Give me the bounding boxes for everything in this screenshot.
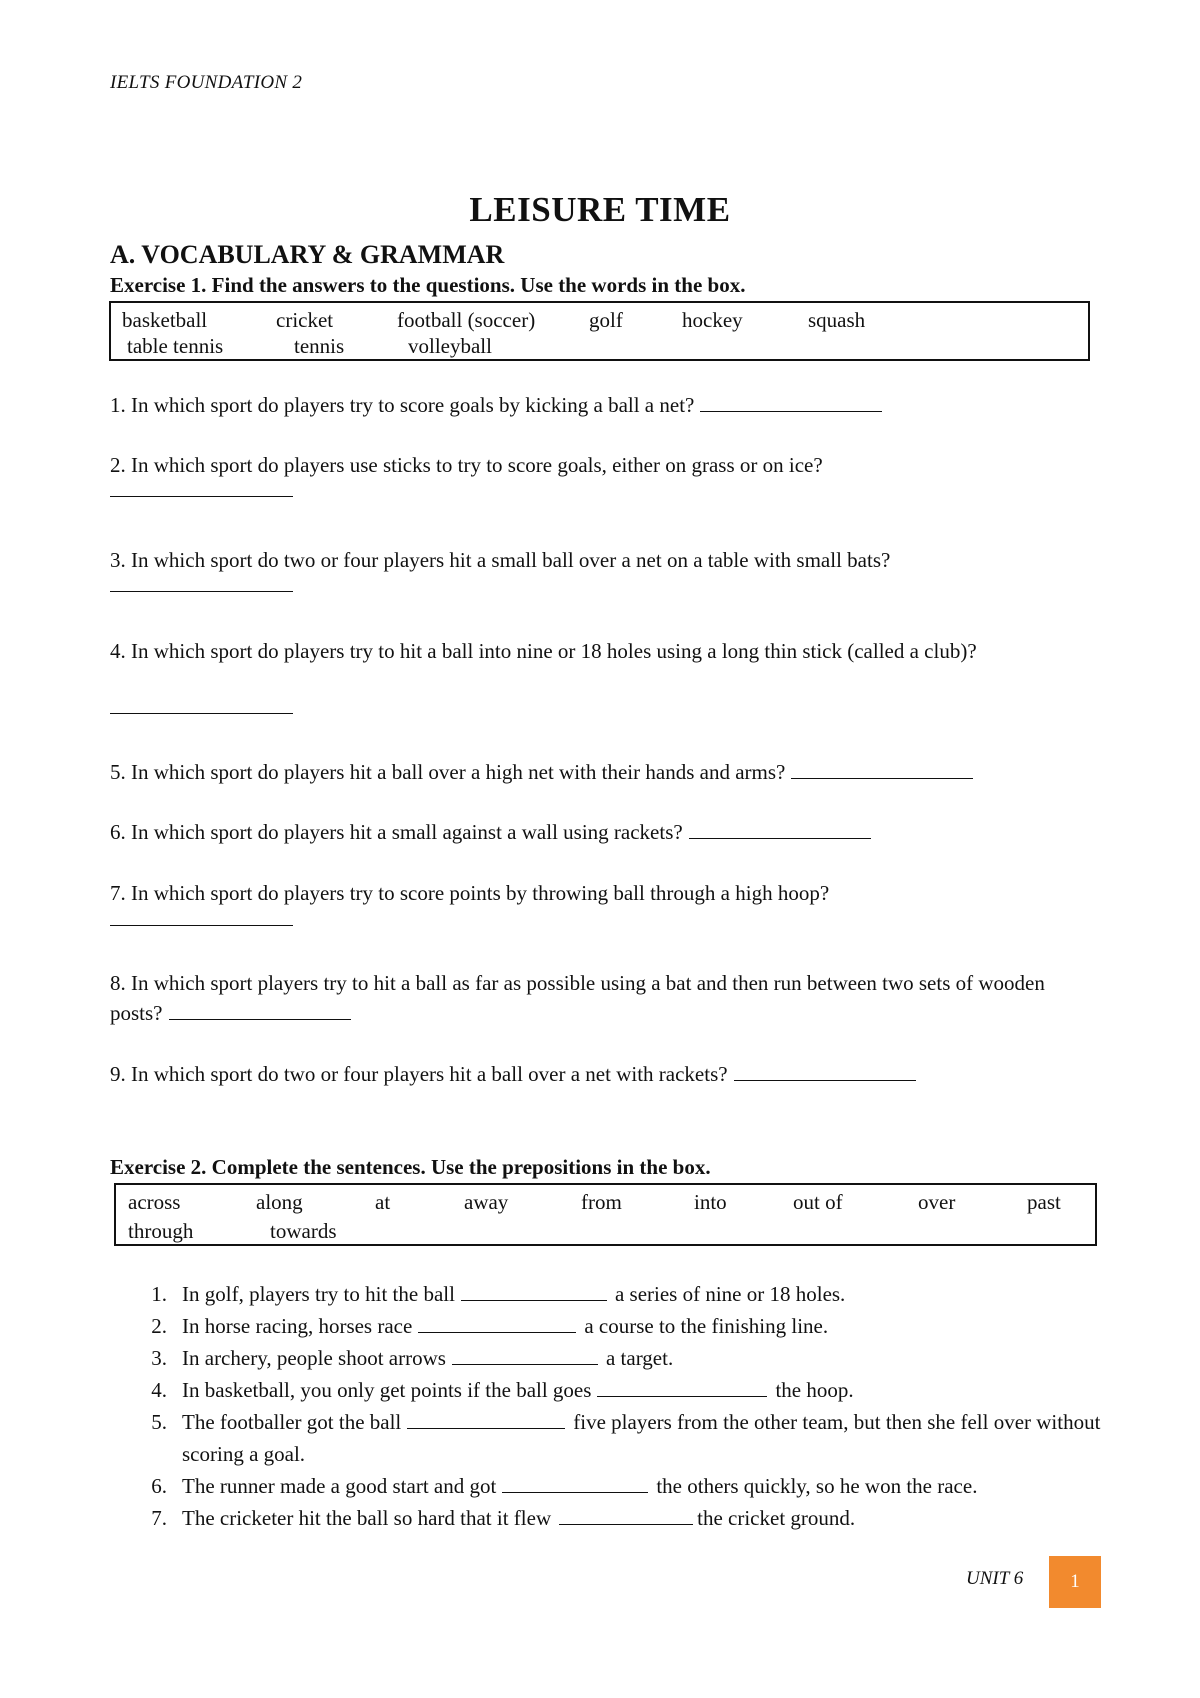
word-along: along (256, 1190, 303, 1214)
word-golf: golf (589, 308, 623, 332)
answer-blank[interactable] (597, 1378, 767, 1397)
exercise1-heading: Exercise 1. Find the answers to the questions. Use the words in the box. (110, 273, 746, 297)
question-9: 9. In which sport do two or four players hit a ball over a net with rackets? (110, 1059, 1100, 1089)
word-cricket: cricket (276, 308, 334, 332)
word-table-tennis: table tennis (127, 334, 224, 358)
word-into: into (694, 1190, 727, 1214)
word-hockey: hockey (682, 308, 743, 332)
word-squash: squash (808, 308, 866, 332)
word-from: from (581, 1190, 622, 1214)
word-past: past (1027, 1190, 1061, 1214)
answer-blank[interactable] (689, 820, 871, 839)
word-away: away (464, 1190, 509, 1214)
word-tennis: tennis (294, 334, 345, 358)
answer-blank[interactable] (110, 713, 293, 714)
answer-blank[interactable] (110, 496, 293, 497)
answer-blank[interactable] (169, 1001, 351, 1020)
question-2: 2. In which sport do players use sticks to try to score goals, either on grass or on ice? (110, 453, 823, 477)
worksheet-page: IELTS FOUNDATION 2 LEISURE TIME A. VOCABULARY & GRAMMAR Exercise 1. Find the answers to the questions. Use the words in the box. basketball cricket football (soccer) golf hockey squash table tennis tennis volleyball 1. In which sport do players try to score goals by kicking a ball a net? 2. In which sport do players use sticks to try to score goals, either on grass or on ice? 3. In which sport do two or four players hit a small ball over a net on a table with small bats? 4. In which sport do players try to hit a ball into nine or 18 holes using a long thin stick (called a club)? 5. In which sport do players hit a ball over a high net with their hands and arms? 6. In which sport do players hit a small against a wall using rackets? 7. In which sport do players try to score points by throwing ball through a high hoop? 8. In which sport players try to hit a ball as far as possible using a bat and then run between two sets of wooden posts? 9. In which sport do two or four players hit a ball over a net with rackets? Exercise 2. Complete the sentences. Use the prepositions in the box. across along at away from into out of over past through towards 1. In golf, players try to hit the ball a series of nine or 18 holes. 2. In horse racing, horses race a course to the finishing line. 3. In archery, people shoot arrows a target. 4. In basketball, you only get points if the ball goes the hoop. 5. The footballer got the ball five players from the other team, but then she fell over without scoring a goal. 6. The runner made a good start and got the others quickly, so he won the race. 7. The cricketer hit the ball so hard that it flew the cricket ground. UNIT 6 1 (0, 0, 1200, 1698)
exercise2-word-box (114, 1183, 1097, 1246)
unit-label: UNIT 6 (966, 1568, 1024, 1589)
exercise1-word-box (109, 301, 1090, 361)
running-header: IELTS FOUNDATION 2 (110, 72, 303, 93)
page-number-badge: 1 (1049, 1556, 1101, 1608)
answer-blank[interactable] (734, 1062, 916, 1081)
answer-blank[interactable] (791, 760, 973, 779)
question-4: 4. In which sport do players try to hit a ball into nine or 18 holes using a long thin stick (called a club)? (110, 639, 977, 663)
word-out-of: out of (793, 1190, 843, 1214)
word-over: over (918, 1190, 956, 1214)
question-5: 5. In which sport do players hit a ball over a high net with their hands and arms? (110, 757, 1100, 787)
word-volleyball: volleyball (408, 334, 492, 358)
answer-blank[interactable] (559, 1506, 693, 1525)
answer-blank[interactable] (461, 1282, 607, 1301)
word-football: football (soccer) (397, 308, 536, 332)
word-through: through (128, 1219, 194, 1243)
word-across: across (128, 1190, 181, 1214)
word-basketball: basketball (122, 308, 208, 332)
question-1: 1. In which sport do players try to score goals by kicking a ball a net? (110, 390, 1100, 420)
page-title: LEISURE TIME (469, 190, 731, 229)
answer-blank[interactable] (502, 1474, 648, 1493)
question-7: 7. In which sport do players try to score points by throwing ball through a high hoop? (110, 881, 830, 905)
section-heading: A. VOCABULARY & GRAMMAR (110, 240, 505, 269)
answer-blank[interactable] (407, 1410, 565, 1429)
question-6: 6. In which sport do players hit a small against a wall using rackets? (110, 817, 1100, 847)
answer-blank[interactable] (418, 1314, 576, 1333)
question-8: 8. In which sport players try to hit a ball as far as possible using a bat and then run between two sets of wooden posts? (110, 971, 1045, 1025)
exercise2-heading: Exercise 2. Complete the sentences. Use the prepositions in the box. (110, 1155, 711, 1179)
answer-blank[interactable] (110, 925, 293, 926)
answer-blank[interactable] (110, 591, 293, 592)
question-3: 3. In which sport do two or four players hit a small ball over a net on a table with small bats? (110, 548, 891, 572)
answer-blank[interactable] (452, 1346, 598, 1365)
answer-blank[interactable] (700, 393, 882, 412)
word-towards: towards (270, 1219, 337, 1243)
word-at: at (375, 1190, 391, 1214)
